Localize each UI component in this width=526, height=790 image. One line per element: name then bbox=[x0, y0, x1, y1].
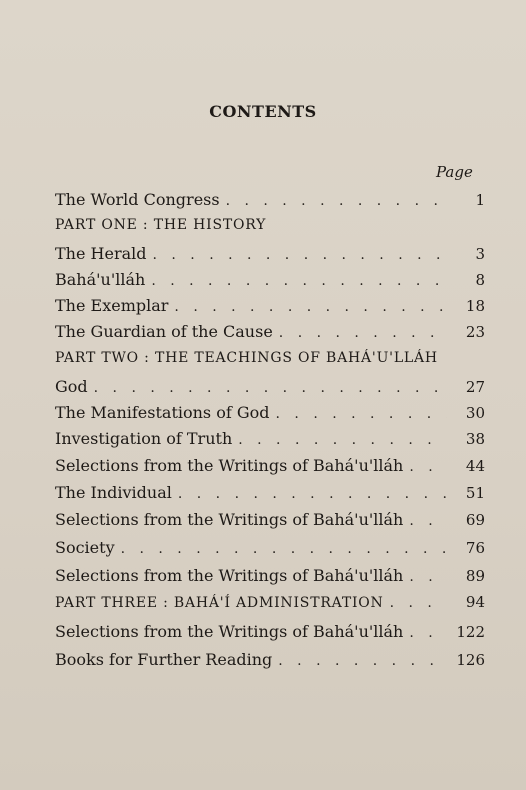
dot-leader bbox=[409, 569, 447, 585]
toc-entry-title: Selections from the Writings of Bahá'u'lláh bbox=[55, 456, 404, 475]
toc-entry bbox=[55, 244, 485, 266]
toc-entry bbox=[55, 566, 485, 588]
toc-entry-page: 69 bbox=[465, 511, 485, 529]
toc-entry bbox=[55, 650, 485, 672]
page-column-label: Page bbox=[436, 163, 473, 181]
toc-entry-page: 122 bbox=[456, 623, 485, 641]
dot-leader bbox=[153, 247, 448, 263]
toc-entry-title: Bahá'u'lláh bbox=[55, 270, 146, 289]
toc-part-heading bbox=[55, 593, 485, 615]
toc-entry-page: 8 bbox=[475, 271, 485, 289]
dot-leader bbox=[151, 273, 447, 289]
toc-entry-page: 3 bbox=[475, 245, 485, 263]
dot-leader bbox=[409, 625, 447, 641]
toc-entry-page: 18 bbox=[465, 297, 485, 315]
toc-entry-page: 126 bbox=[456, 651, 485, 669]
toc-entry-page: 94 bbox=[465, 593, 485, 611]
toc-entry-page: 44 bbox=[465, 457, 485, 475]
toc-entry bbox=[55, 510, 485, 532]
toc-entry-title: Investigation of Truth bbox=[55, 429, 233, 448]
toc-entry-title: Society bbox=[55, 538, 115, 557]
dot-leader bbox=[178, 486, 447, 502]
toc-entry bbox=[55, 190, 485, 212]
toc-entry-page: 1 bbox=[475, 191, 485, 209]
toc-entry bbox=[55, 296, 485, 318]
toc-entry-title: The Manifestations of God bbox=[55, 403, 270, 422]
dot-leader bbox=[121, 541, 447, 557]
dot-leader bbox=[278, 653, 447, 669]
toc-entry bbox=[55, 429, 485, 451]
toc-entry-page: 23 bbox=[465, 323, 485, 341]
toc-entry bbox=[55, 622, 485, 644]
toc-entry-title: God bbox=[55, 377, 88, 396]
toc-entry-title: The Guardian of the Cause bbox=[55, 322, 273, 341]
toc-entry bbox=[55, 456, 485, 478]
contents-heading: CONTENTS bbox=[209, 102, 317, 121]
toc-entry-title: The Exemplar bbox=[55, 296, 169, 315]
toc-entry-title: PART THREE : BAHÁ'Í ADMINISTRATION bbox=[55, 595, 384, 611]
toc-entry-title: PART TWO : THE TEACHINGS OF BAHÁ'U'LLÁH bbox=[55, 350, 438, 366]
toc-entry-title: The Herald bbox=[55, 244, 147, 263]
toc-part-heading bbox=[55, 350, 485, 372]
toc-entry bbox=[55, 377, 485, 399]
toc-entry-title: Selections from the Writings of Bahá'u'lláh bbox=[55, 622, 404, 641]
toc-part-heading bbox=[55, 217, 485, 239]
toc-entry-page: 27 bbox=[465, 378, 485, 396]
toc-entry-page: 89 bbox=[465, 567, 485, 585]
toc-entry-title: The World Congress bbox=[55, 190, 220, 209]
toc-entry-page: 76 bbox=[465, 539, 485, 557]
toc-entry bbox=[55, 322, 485, 344]
dot-leader bbox=[409, 459, 447, 475]
dot-leader bbox=[174, 299, 447, 315]
dot-leader bbox=[409, 513, 447, 529]
dot-leader bbox=[390, 595, 447, 611]
toc-entry-title: Books for Further Reading bbox=[55, 650, 273, 669]
toc-entry-page: 30 bbox=[465, 404, 485, 422]
toc-entry bbox=[55, 403, 485, 425]
toc-entry-title: PART ONE : THE HISTORY bbox=[55, 217, 267, 233]
toc-entry bbox=[55, 270, 485, 292]
toc-entry-title: The Individual bbox=[55, 483, 172, 502]
toc-entry-title: Selections from the Writings of Bahá'u'lláh bbox=[55, 566, 404, 585]
dot-leader bbox=[279, 325, 447, 341]
toc-entry-page: 38 bbox=[465, 430, 485, 448]
toc-entry bbox=[55, 483, 485, 505]
toc-entry bbox=[55, 538, 485, 560]
dot-leader bbox=[94, 380, 447, 396]
dot-leader bbox=[226, 193, 447, 209]
toc-entry-title: Selections from the Writings of Bahá'u'lláh bbox=[55, 510, 404, 529]
toc-entry-page: 51 bbox=[465, 484, 485, 502]
dot-leader bbox=[238, 432, 447, 448]
dot-leader bbox=[276, 406, 447, 422]
